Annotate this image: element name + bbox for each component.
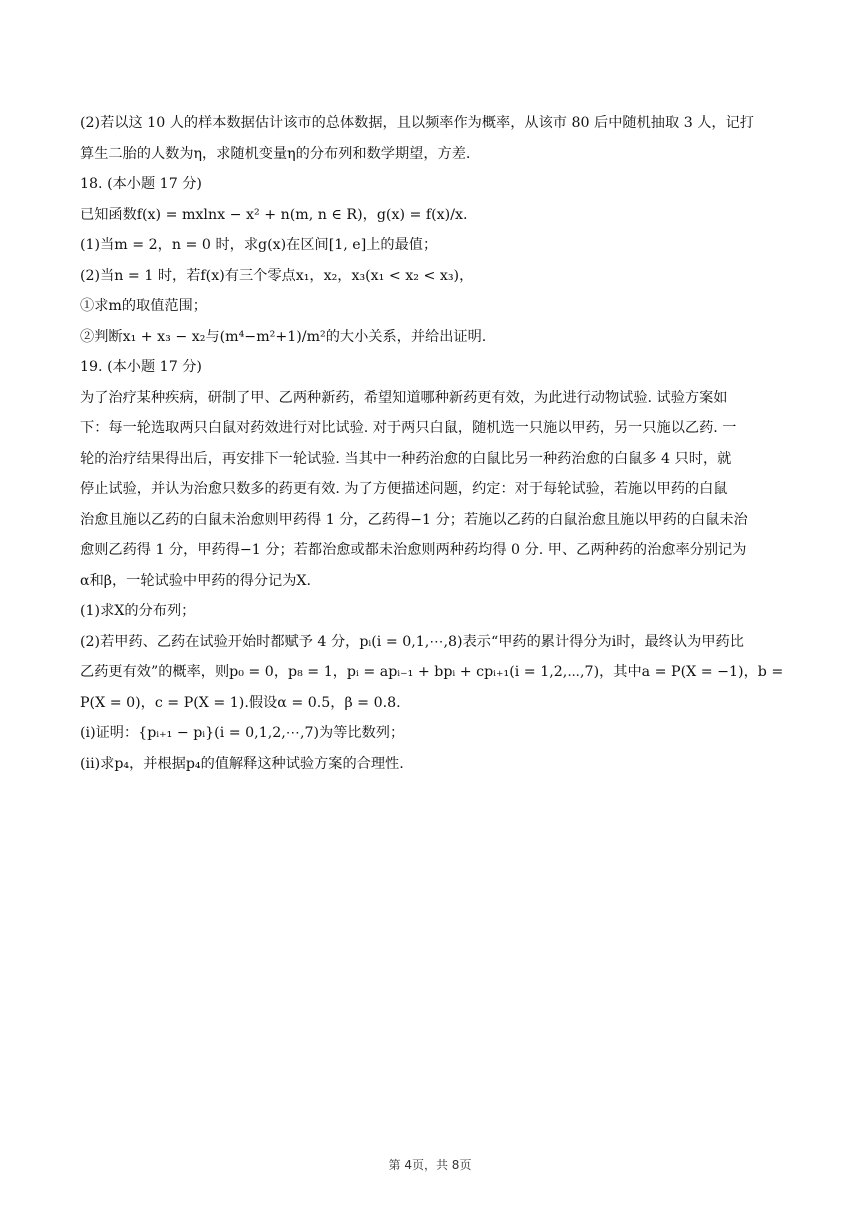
problem19-heading: 19. (本小题 17 分) xyxy=(80,359,202,375)
problem18-part1: (1)当m = 2，n = 0 时，求g(x)在区间[1, e]上的最值； xyxy=(80,237,438,253)
problem18-stem: 已知函数f(x) = mxlnx − x² + n(m, n ∈ R)，g(x) = f(x)/x. xyxy=(80,206,468,223)
problem18-sub1: ①求m的取值范围； xyxy=(80,298,207,314)
problem19-stem-line1: 为了治疗某种疾病，研制了甲、乙两种新药，希望知道哪种新药更有效，为此进行动物试验. 试验方案如 xyxy=(80,389,728,406)
problem19-part2-line3: P(X = 0)，c = P(X = 1).假设α = 0.5，β = 0.8. xyxy=(80,694,401,711)
problem18-heading: 18. (本小题 17 分) xyxy=(80,176,202,192)
problem19-stem-line7: α和β，一轮试验中甲药的得分记为X. xyxy=(80,572,312,589)
problem19-sub-ii: (ii)求p₄，并根据p₄的值解释这种试验方案的合理性. xyxy=(80,755,404,772)
problem19-stem-line5: 治愈且施以乙药的白鼠未治愈则甲药得 1 分，乙药得−1 分；若施以乙药的白鼠治愈且施以甲药的白鼠未治 xyxy=(80,511,748,528)
problem17-part2-line1: (2)若以这 10 人的样本数据估计该市的总体数据，且以频率作为概率，从该市 80 后中随机抽取 3 人，记打 xyxy=(80,115,754,131)
problem19-part2-line1: (2)若甲药、乙药在试验开始时都赋予 4 分，pᵢ(i = 0,1,⋯,8)表示“甲药的累计得分为i时，最终认为甲药比 xyxy=(80,633,744,650)
problem18-sub2: ②判断x₁ + x₃ − x₂与(m⁴−m²+1)/m²的大小关系，并给出证明. xyxy=(80,328,487,345)
problem19-stem-line2: 下：每一轮选取两只白鼠对药效进行对比试验. 对于两只白鼠，随机选一只施以甲药，另一只施以乙药. 一 xyxy=(80,420,737,436)
problem17-part2-line2: 算生二胎的人数为η，求随机变量η的分布列和数学期望，方差. xyxy=(80,145,471,162)
problem19-part2-line2: 乙药更有效”的概率，则p₀ = 0，p₈ = 1，pᵢ = apᵢ₋₁ + bpᵢ + cpᵢ₊₁(i = 1,2,⋯,7)，其中a = P(X = −1)，b = xyxy=(80,664,784,680)
problem19-part1: (1)求X的分布列； xyxy=(80,603,196,619)
problem19-stem-line6: 愈则乙药得 1 分，甲药得−1 分；若都治愈或都未治愈则两种药均得 0 分. 甲、乙两种药的治愈率分别记为 xyxy=(80,542,747,558)
problem19-sub-i: (i)证明：{pᵢ₊₁ − pᵢ}(i = 0,1,2,⋯,7)为等比数列； xyxy=(80,725,405,741)
page-number: 第 4页，共 8页 xyxy=(388,1158,472,1172)
problem19-stem-line4: 停止试验，并认为治愈只数多的药更有效. 为了方便描述问题，约定：对于每轮试验，若施以甲药的白鼠 xyxy=(80,481,728,497)
problem18-part2: (2)当n = 1 时，若f(x)有三个零点x₁，x₂，x₃(x₁ < x₂ < x₃)， xyxy=(80,267,474,284)
problem19-stem-line3: 轮的治疗结果得出后，再安排下一轮试验. 当其中一种药治愈的白鼠比另一种药治愈的白鼠多 4 只时，就 xyxy=(80,450,732,467)
